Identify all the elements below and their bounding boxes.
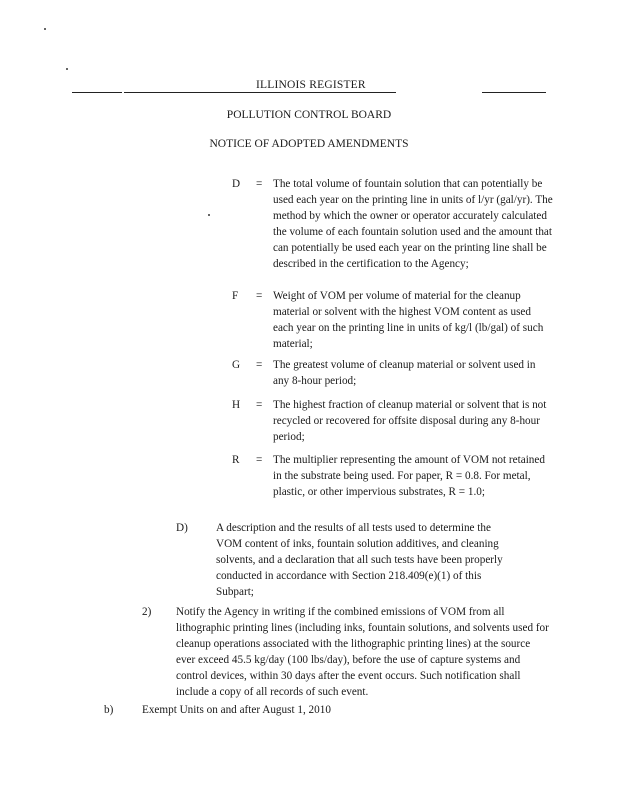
scan-dot: [66, 68, 68, 70]
definition-equals: =: [256, 359, 263, 371]
register-title: ILLINOIS REGISTER: [256, 79, 366, 91]
notice-title: NOTICE OF ADOPTED AMENDMENTS: [209, 138, 409, 150]
definition-text: The multiplier representing the amount of VOM not retained in the substrate being used. For paper, R = 0.8. For metal, plastic, or other impervious substrates, R = 1.0;: [273, 454, 545, 498]
definition-equals: =: [256, 454, 263, 466]
definition-symbol: G: [232, 359, 241, 371]
item-2-text: Notify the Agency in writing if the combined emissions of VOM from all lithographic printing lines (including inks, fountain solutions, and solvents used for cleanup operations associated with the lithographic printing lines) at the source ever exceed 45.5 kg/day (100 lbs/day), before the use of capture systems and control devices, within 30 days after the event occurs. Such notification shall include a copy of all records of such event.: [176, 606, 549, 698]
definition-equals: =: [256, 178, 263, 190]
item-2-marker: 2): [142, 606, 152, 618]
definition-symbol: H: [232, 399, 241, 411]
item-b-marker: b): [104, 704, 114, 716]
definition-symbol: R: [232, 454, 240, 466]
definition-symbol: F: [232, 290, 239, 302]
scan-dot: [208, 214, 210, 216]
definition-text: The greatest volume of cleanup material or solvent used in any 8-hour period;: [273, 359, 536, 387]
definition-symbol: D: [232, 178, 241, 190]
header-rule-left: [72, 92, 122, 93]
definition-equals: =: [256, 399, 263, 411]
board-title: POLLUTION CONTROL BOARD: [226, 109, 392, 121]
definition-text: The total volume of fountain solution that can potentially be used each year on the printing line in units of l/yr (gal/yr). The method by which the owner or operator accurately calculated the volume of each fountain solution used and the amount that can potentially be used each year on the printing line shall be described in the certification to the Agency;: [273, 178, 553, 270]
item-d-text: A description and the results of all tests used to determine the VOM content of inks, fountain solution additives, and cleaning solvents, and a declaration that all such tests have been properly conducted in accordance with Section 218.409(e)(1) of this Subpart;: [216, 522, 503, 598]
definition-text: The highest fraction of cleanup material or solvent that is not recycled or recovered for offsite disposal during any 8-hour period;: [273, 399, 547, 443]
scan-dot: [44, 28, 46, 30]
definition-text: Weight of VOM per volume of material for the cleanup material or solvent with the highest VOM content as used each year on the printing line in units of kg/l (lb/gal) of such material;: [273, 290, 544, 350]
item-b-text: Exempt Units on and after August 1, 2010: [142, 704, 331, 716]
item-d-marker: D): [176, 522, 188, 534]
definition-equals: =: [256, 290, 263, 302]
header-rule-right: [482, 92, 546, 93]
